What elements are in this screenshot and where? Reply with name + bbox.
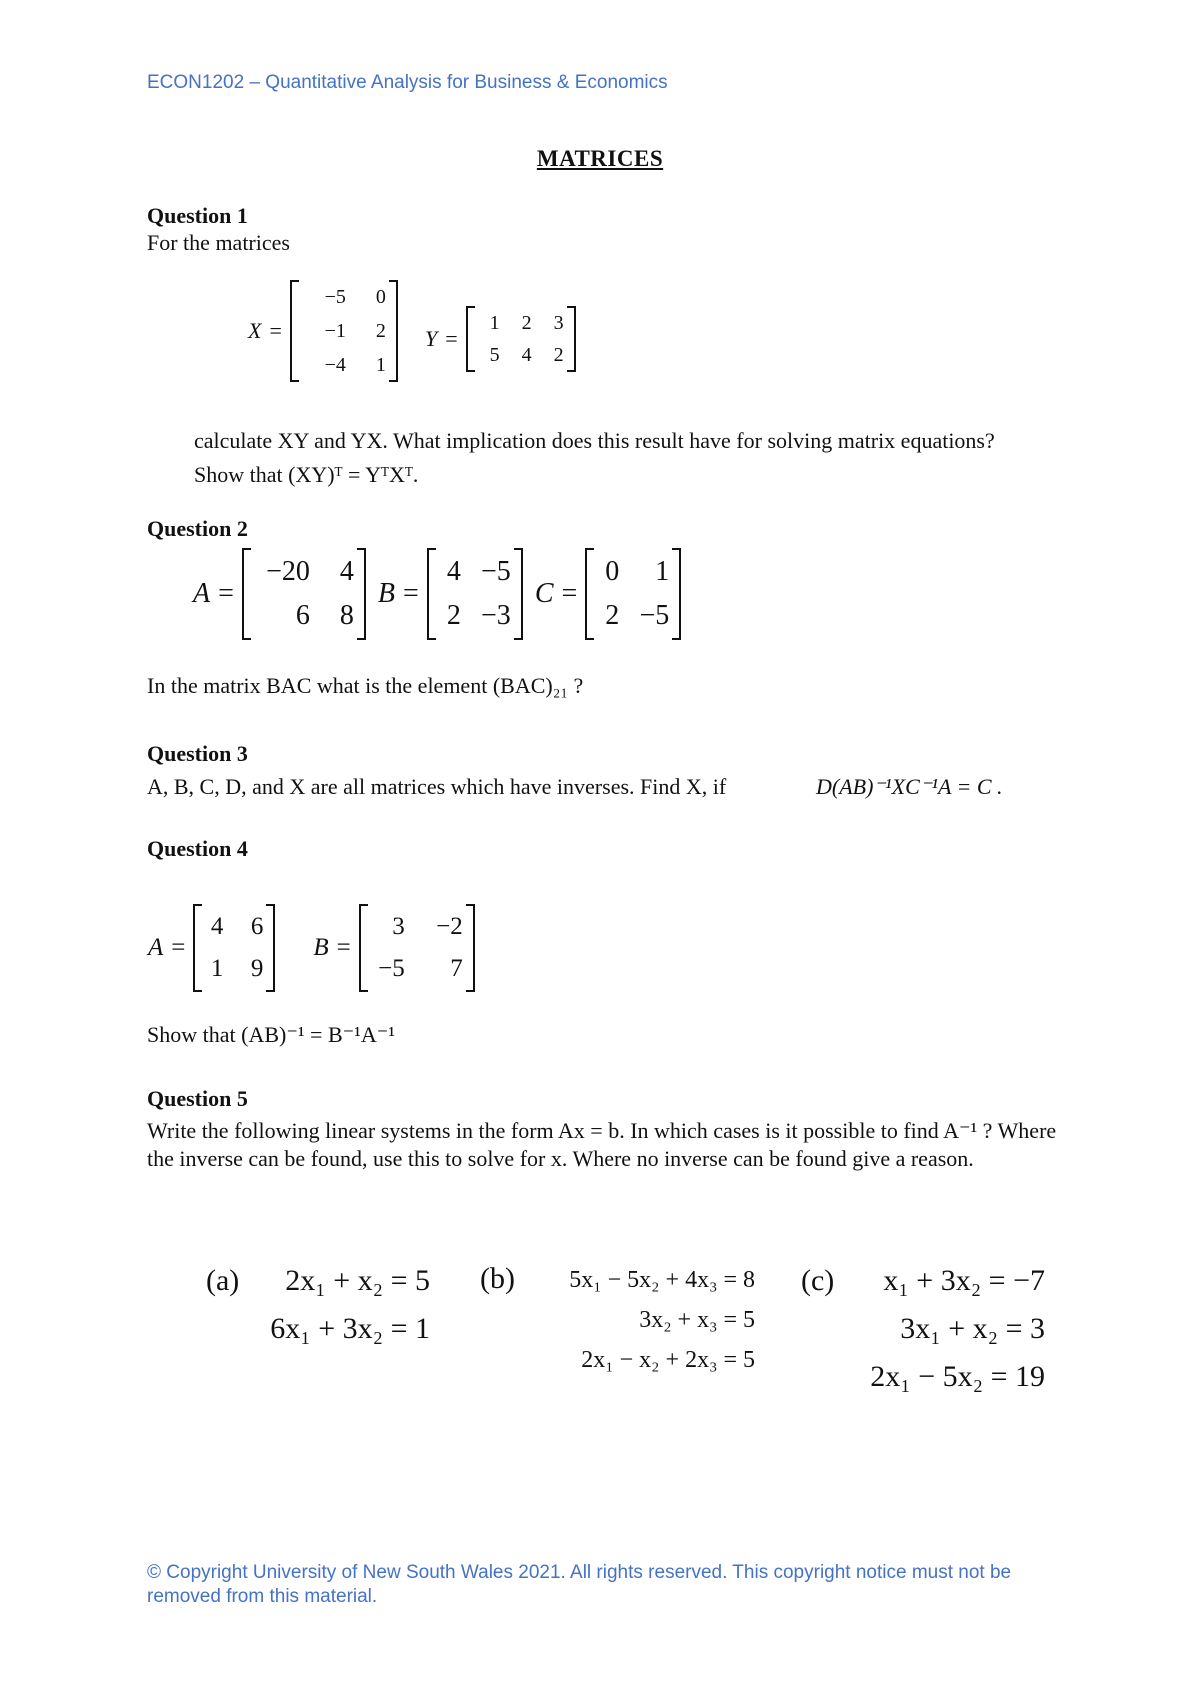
question-3-text: A, B, C, D, and X are all matrices which have inverses. Find X, if: [147, 774, 727, 799]
matrix-Y-label: Y: [425, 326, 438, 351]
question-1-intro: For the matrices: [147, 230, 290, 255]
matrix-X-label: X: [248, 318, 262, 343]
question-5-heading: Question 5: [147, 1086, 248, 1111]
matrix-cell: 6: [295, 600, 310, 631]
matrix-cell: −4: [324, 354, 346, 376]
question-1-heading: Question 1: [147, 203, 248, 228]
matrix-cell: 2: [375, 320, 386, 342]
matrix-cell: 2: [521, 312, 532, 334]
matrix-cell: −5: [639, 600, 670, 631]
matrix-cell: 3: [392, 913, 405, 940]
system-b-eq-2: 3x₂ + x₃ = 5: [639, 1307, 755, 1333]
matrix-cell: −1: [324, 320, 346, 342]
matrix-cell: 9: [250, 955, 264, 982]
system-c-eq-1: x₁ + 3x₂ = −7: [883, 1264, 1045, 1297]
matrix-cell: 0: [375, 286, 386, 308]
system-a-eq-2: 6x₁ + 3x₂ = 1: [270, 1312, 430, 1345]
matrix-cell: 5: [489, 344, 500, 366]
question-1-line-1: calculate XY and YX. What implication does this result have for solving matrix equations?: [194, 428, 995, 453]
system-c-eq-3: 2x₁ − 5x₂ = 19: [870, 1360, 1045, 1393]
matrix-cell: −20: [266, 556, 310, 587]
question-4-matrices: A = 4 6 1 9 B = 3 −2 −5 7: [148, 904, 475, 992]
matrix-cell: 4: [446, 556, 461, 587]
copyright-footer: © Copyright University of New South Wales 2021. All rights reserved. This copyright notice must not be removed from this material.: [147, 1562, 1012, 1607]
question-2-text: In the matrix BAC what is the element (BAC)₂₁ ?: [147, 673, 584, 698]
question-2-matrices: A = −20 4 6 8 B = 4 −5 2 −3 C = 0 1 2 −5: [193, 548, 681, 640]
matrix-cell: 4: [521, 344, 532, 366]
matrix-cell: 4: [339, 556, 354, 587]
system-a-label: (a): [206, 1264, 240, 1297]
matrix-cell: −2: [436, 913, 463, 940]
question-5-text: Write the following linear systems in the form Ax = b. In which cases is it possible to find A⁻¹ ? Where the inverse can be found, use this to solve for x. Where no inverse can be found give a reason.: [147, 1118, 1057, 1171]
system-b-eq-1: 5x₁ − 5x₂ + 4x₃ = 8: [569, 1267, 755, 1293]
matrix-cell: −5: [481, 556, 511, 587]
system-b-eq-3: 2x₁ − x₂ + 2x₃ = 5: [581, 1347, 755, 1373]
matrix-cell: 1: [655, 556, 670, 587]
system-b-label: (b): [480, 1262, 515, 1295]
question-3-equation: D(AB)⁻¹XC⁻¹A = C .: [816, 774, 1003, 799]
matrix-cell: 1: [489, 312, 500, 334]
system-a-eq-1: 2x₁ + x₂ = 5: [285, 1264, 430, 1297]
system-a: [270, 1257, 430, 1353]
matrix-cell: 8: [339, 600, 354, 631]
matrix-cell: 1: [210, 955, 224, 982]
question-4-heading: Question 4: [147, 836, 248, 861]
question-4-text: Show that (AB)⁻¹ = B⁻¹A⁻¹: [147, 1022, 395, 1047]
matrix-cell: 6: [250, 913, 264, 940]
system-c: [860, 1257, 1045, 1401]
matrix-cell: 0: [605, 556, 620, 587]
matrix-cell: −5: [378, 955, 405, 982]
question-2-heading: Question 2: [147, 516, 248, 541]
matrix-cell: 7: [450, 955, 463, 982]
page-title: MATRICES: [536, 146, 664, 171]
matrix-cell: 2: [605, 600, 620, 631]
question-1-line-2: Show that (XY)ᵀ = YᵀXᵀ.: [194, 462, 419, 487]
matrix-cell: 3: [553, 312, 564, 334]
matrix-cell: 4: [210, 913, 224, 940]
matrix-cell: −5: [324, 286, 346, 308]
matrix-Y: Y = 1 2 3 5 4 2: [425, 306, 576, 372]
matrix-cell: 2: [446, 600, 461, 631]
document-header: ECON1202 – Quantitative Analysis for Business & Economics: [147, 72, 668, 93]
system-c-eq-2: 3x₁ + x₂ = 3: [900, 1312, 1045, 1345]
matrix-cell: −3: [481, 600, 511, 631]
question-3-heading: Question 3: [147, 741, 248, 766]
matrix-cell: 2: [553, 344, 564, 366]
system-c-label: (c): [801, 1264, 835, 1297]
matrix-X: X = −5 0 −1 2 −4 1: [248, 280, 398, 382]
matrix-cell: 1: [375, 354, 386, 376]
system-b: [540, 1260, 755, 1380]
